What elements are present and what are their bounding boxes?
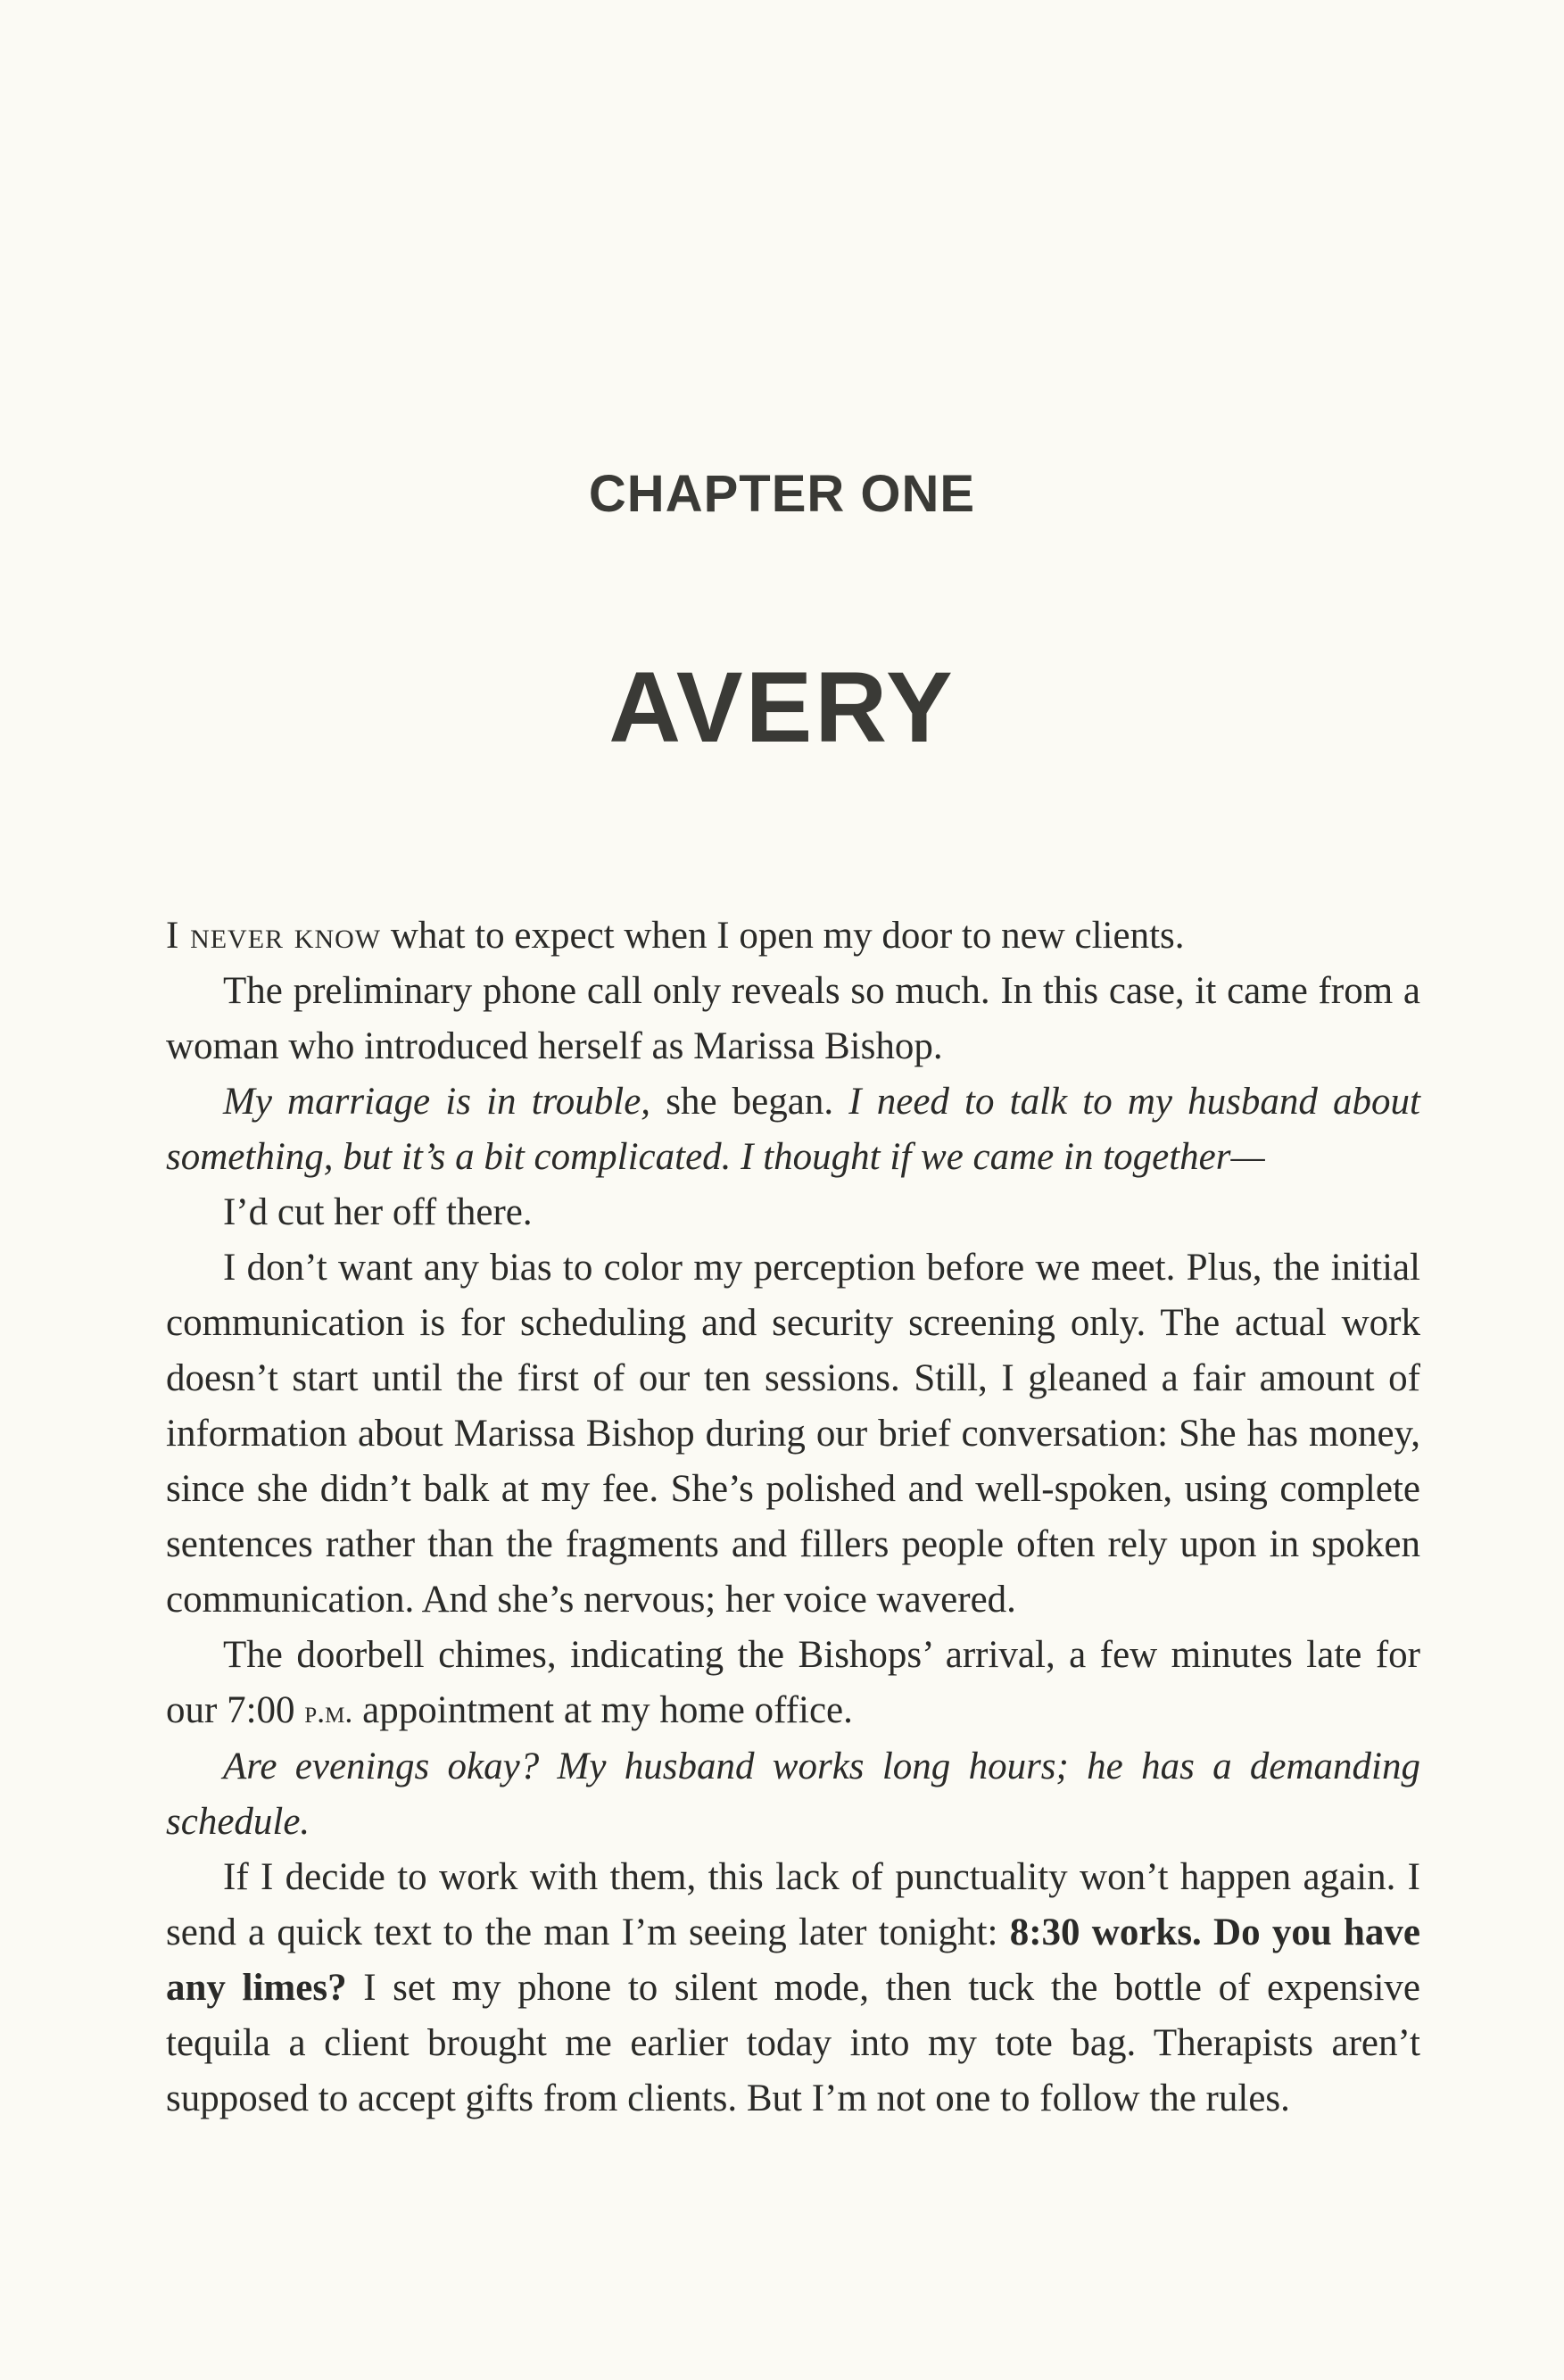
paragraph — [166, 1850, 1420, 2127]
italic-text: My marriage is in trouble, — [223, 1081, 651, 1123]
paragraph: I’d cut her off there. — [223, 1191, 533, 1233]
paragraph-text: she began. — [650, 1081, 849, 1123]
paragraph: I don’t want any bias to color my perception before we meet. Plus, the initial communication is for scheduling and security screening only. The actual work doesn’t start until the first of our ten sessions. Still, I gleaned a fair amount of information about Marissa Bishop during our brief conversation: She has money, since she didn’t balk at my fee. She’s polished and well-spoken, using complete sentences rather than the fragments and fillers people often rely upon in spoken communication. And she’s nervous; her voice wavered. — [166, 1247, 1420, 1621]
chapter-label: CHAPTER ONE — [588, 465, 976, 523]
italic-text: I need to talk to my husband about something, but it’s a bit complicated. I thought if we came in together— — [166, 1081, 1421, 1178]
chapter-title: AVERY — [608, 651, 956, 763]
time-suffix: p.m. — [304, 1694, 353, 1729]
small-caps-lead: I never know — [166, 915, 382, 957]
paragraph — [166, 1074, 1420, 1185]
paragraph-text: I set my phone to silent mode, then tuck the bottle of expensive tequila a client brought me earlier today into my tote bag. Therapists aren’t supposed to accept gifts from clients. But I’m not one to follow the rules. — [166, 1967, 1420, 2119]
italic-text: Are evenings okay? My husband works long hours; he has a demanding schedule. — [166, 1746, 1420, 1843]
paragraph-text: what to expect when I open my door to new clients. — [381, 915, 1185, 957]
paragraph — [166, 1739, 1420, 1850]
paragraph — [166, 1628, 1420, 1739]
chapter-body — [166, 908, 1420, 2127]
paragraph-text: appointment at my home office. — [352, 1689, 853, 1731]
paragraph — [166, 908, 1420, 964]
paragraph-text: The doorbell chimes, indicating the Bishops’ arrival, a few minutes late for our 7:00 — [166, 1634, 1420, 1731]
bold-text-message: 8:30 works. Do you have any limes? — [166, 1911, 1420, 2009]
paragraph-text: If I decide to work with them, this lack of punctuality won’t happen again. I send a quick text to the man I’m seeing later tonight: — [166, 1856, 1420, 1953]
paragraph: The preliminary phone call only reveals so much. In this case, it came from a woman who introduced herself as Marissa Bishop. — [166, 970, 1420, 1067]
